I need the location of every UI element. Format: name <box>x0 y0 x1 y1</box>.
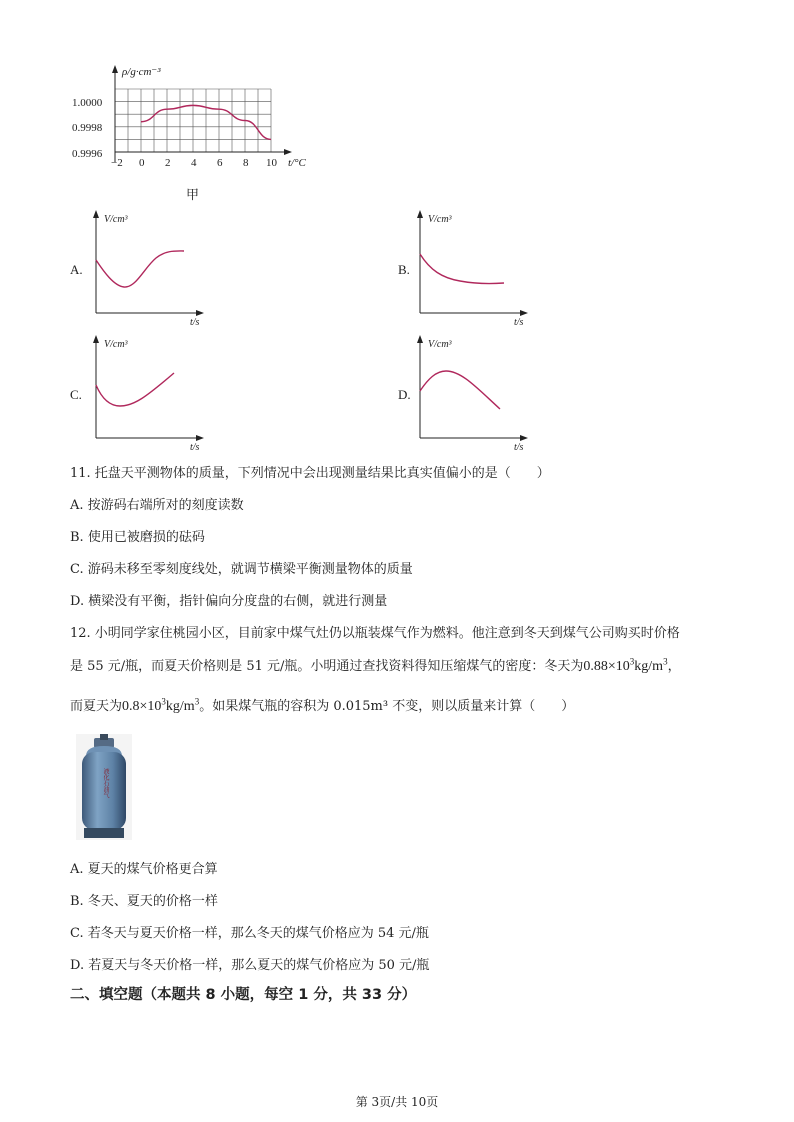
q12-line-2-text: 是 55 元/瓶，而夏天价格则是 51 元/瓶。小明通过查找资料得知压缩煤气的密度：冬天为 <box>70 659 584 674</box>
density-y-arrow <box>112 65 118 73</box>
graph-ylabel: V/cm³ <box>428 339 452 350</box>
q12-option-b: B. 冬天、夏天的价格一样 <box>70 894 218 909</box>
graph-option-a <box>90 208 215 328</box>
density-xtick: −2 <box>111 157 123 169</box>
summer-density: $0.8\times 10^3kg/m^3$ <box>122 696 200 714</box>
graph-option-c <box>90 333 215 453</box>
q11-option-d: D. 横梁没有平衡，指针偏向分度盘的右侧，就进行测量 <box>70 594 388 609</box>
graph-option-letter: A. <box>70 262 83 277</box>
q11-option-b: B. 使用已被磨损的砝码 <box>70 530 205 545</box>
graph-ylabel: V/cm³ <box>104 214 128 225</box>
density-xtick: 8 <box>243 157 249 169</box>
density-xtick: 4 <box>191 157 197 169</box>
density-ylabel: ρ/g·cm⁻³ <box>122 66 161 78</box>
density-ytick: 0.9998 <box>72 122 103 134</box>
graph-ylabel: V/cm³ <box>428 214 452 225</box>
graph-curve <box>96 373 174 406</box>
q12-option-d: D. 若夏天与冬天价格一样，那么夏天的煤气价格应为 50 元/瓶 <box>70 958 430 973</box>
graph-xlabel: t/s <box>514 317 524 328</box>
density-ytick: 1.0000 <box>72 97 103 109</box>
graph-curve <box>420 371 500 409</box>
graph-option-d <box>414 333 539 453</box>
graph-ylabel: V/cm³ <box>104 339 128 350</box>
density-xtick: 0 <box>139 157 145 169</box>
q12-line-3 <box>70 695 574 715</box>
figure-caption: 甲 <box>186 188 200 203</box>
density-ytick: 0.9996 <box>72 148 103 160</box>
graph-curve <box>96 251 184 287</box>
graph-option-letter: C. <box>70 387 82 402</box>
density-xtick: 2 <box>165 157 171 169</box>
graph-option-letter: D. <box>398 387 411 402</box>
q12-line-2: 是 55 元/瓶，而夏天价格则是 51 元/瓶。小明通过查找资料得知压缩煤气的密度：冬天为$0.88\times 10^3kg/m^3$， <box>70 656 681 674</box>
graph-curve <box>420 254 504 284</box>
q11-option-a: A. 按游码右端所对的刻度读数 <box>70 498 244 513</box>
page-footer: 第 3页/共 10页 <box>355 1095 439 1109</box>
cylinder-label: 液化石油气 <box>102 768 108 798</box>
density-x-arrow <box>284 149 292 155</box>
q11-option-c: C. 游码未移至零刻度线处，就调节横梁平衡测量物体的质量 <box>70 562 413 577</box>
winter-density: $0.88\times 10^3kg/m^3$ <box>583 656 668 674</box>
q12-line-3-rest: 。如果煤气瓶的容积为 0.015m³ 不变，则以质量来计算（ ） <box>199 699 575 714</box>
density-xlabel: t/°C <box>288 157 306 169</box>
q12-line-1: 12. 小明同学家住桃园小区，目前家中煤气灶仍以瓶装煤气作为燃料。他注意到冬天到煤气公司购买时价格 <box>70 626 680 641</box>
density-chart <box>60 62 320 182</box>
graph-option-letter: B. <box>398 262 410 277</box>
density-xtick: 6 <box>217 157 223 169</box>
graph-xlabel: t/s <box>190 442 200 453</box>
q11-stem: 11. 托盘天平测物体的质量，下列情况中会出现测量结果比真实值偏小的是（ ） <box>70 466 550 481</box>
gas-cylinder-image <box>74 734 134 840</box>
q12-line-3-text: 而夏天为 <box>70 699 123 714</box>
q12-option-c: C. 若冬天与夏天价格一样，那么冬天的煤气价格应为 54 元/瓶 <box>70 926 429 941</box>
graph-xlabel: t/s <box>190 317 200 328</box>
q12-option-a: A. 夏天的煤气价格更合算 <box>70 862 218 877</box>
section-title: 二、填空题（本题共 8 小题，每空 1 分，共 33 分） <box>70 987 417 1003</box>
graph-xlabel: t/s <box>514 442 524 453</box>
density-xtick: 10 <box>266 157 277 169</box>
graph-option-b <box>414 208 539 328</box>
